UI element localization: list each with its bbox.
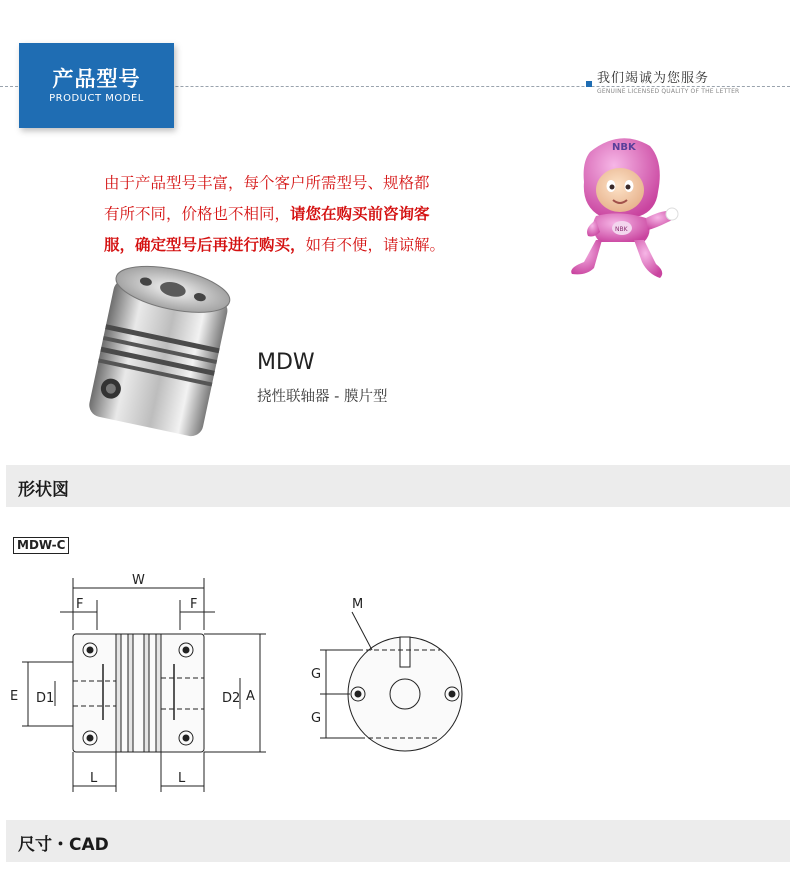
notice-line-2-a: 有所不同，价格也不相同，	[104, 205, 291, 223]
dim-g-bottom: G	[311, 711, 322, 726]
notice-line-1: 由于产品型号丰富，每个客户所需型号、规格都	[104, 174, 430, 192]
bullet-square-icon	[586, 81, 592, 87]
mascot-belly-text: NBK	[615, 226, 628, 233]
purchase-notice	[104, 168, 524, 261]
section-dimensions	[6, 820, 790, 862]
dim-m: M	[352, 597, 364, 612]
notice-line-2-b: 请您在购买前咨询客	[290, 205, 430, 223]
mascot-logo-text: NBK	[612, 142, 636, 153]
coupling-photo	[80, 258, 240, 443]
dim-g-top: G	[311, 667, 322, 682]
section-badge	[19, 43, 174, 128]
service-title: 我们竭诚为您服务	[597, 71, 710, 86]
dim-f-right: F	[190, 597, 198, 612]
service-subtitle: GENUINE LICENSED QUALITY OF THE LETTER	[597, 88, 740, 95]
notice-line-3-b: 如有不便，请谅解。	[305, 236, 446, 254]
dim-f-left: F	[76, 597, 84, 612]
product-description: 挠性联轴器 - 膜片型	[257, 389, 388, 405]
badge-title: 产品型号	[52, 67, 141, 91]
dim-a: A	[246, 689, 255, 704]
dim-e: E	[10, 689, 19, 704]
dimension-drawing	[0, 560, 520, 800]
notice-line-3	[104, 230, 524, 261]
dim-d2: D2	[222, 691, 241, 706]
product-model: MDW	[257, 350, 315, 375]
mascot-image	[560, 132, 690, 282]
dim-l-right: L	[178, 771, 186, 786]
section-shape	[6, 465, 790, 507]
dim-d1: D1	[36, 691, 55, 706]
section-shape-title: 形状図	[18, 480, 69, 500]
section-dimensions-title: 尺寸・CAD	[18, 835, 109, 855]
badge-subtitle: PRODUCT MODEL	[49, 93, 144, 104]
drawing-model-label: MDW-C	[13, 537, 69, 554]
dim-l-left: L	[90, 771, 98, 786]
notice-line-3-a: 服，确定型号后再进行购买，	[104, 236, 306, 254]
dim-w: W	[132, 573, 145, 588]
notice-line-2	[104, 199, 524, 230]
